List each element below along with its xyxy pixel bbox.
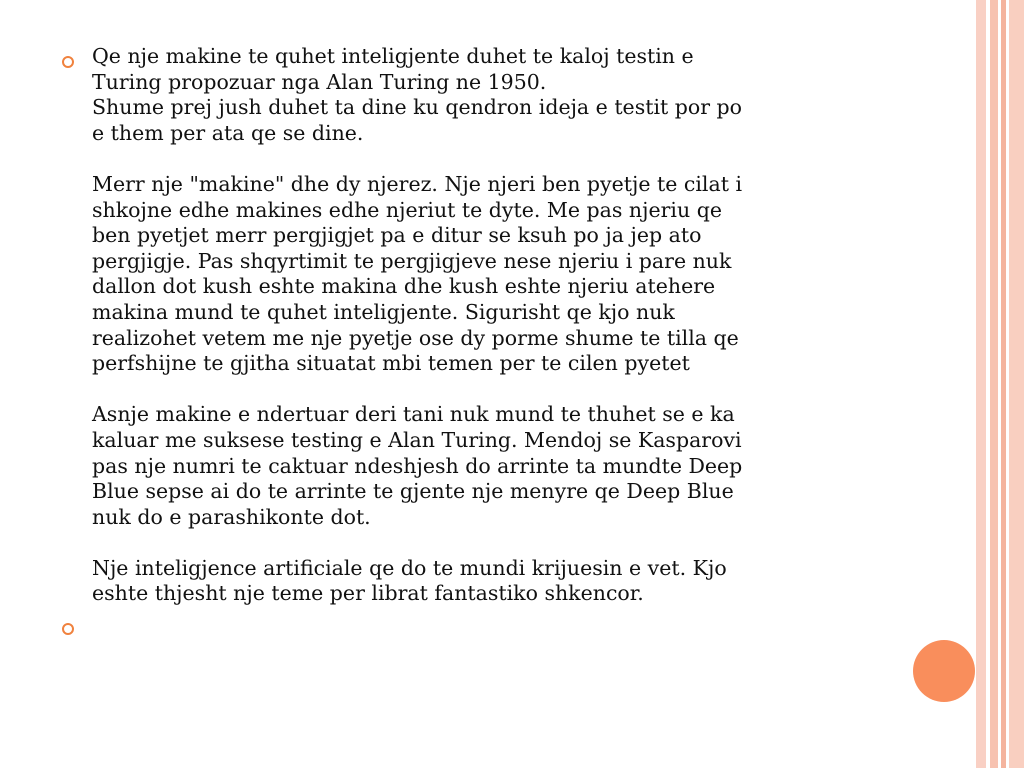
text-line: Nje inteligjence artificiale qe do te mundi krijuesin e vet. Kjo [92,555,727,580]
slide-content [62,44,912,639]
text-line: Merr nje "makine" dhe dy njerez. Nje njeri ben pyetje te cilat i [92,171,743,196]
decorative-stripe [1009,0,1024,768]
bullet-circle-icon [62,56,74,68]
paragraph-gap [92,146,912,172]
text-line: pergjigje. Pas shqyrtimit te pergjigjeve nese njeriu i pare nuk [92,248,732,273]
text-line: makina mund te quhet inteligjente. Sigurisht qe kjo nuk [92,299,675,324]
text-line: Turing propozuar nga Alan Turing ne 1950. [92,69,547,94]
text-line: eshte thjesht nje teme per librat fantastiko shkencor. [92,581,644,606]
text-line: realizohet vetem me nje pyetje ose dy porme shume te tilla qe [92,325,739,350]
text-line: pas nje numri te caktuar ndeshjesh do arrinte ta mundte Deep [92,453,743,478]
text-line: Blue sepse ai do te arrinte te gjente nje menyre qe Deep Blue [92,479,734,504]
bullet-item [62,44,912,607]
text-line: nuk do e parashikonte dot. [92,504,371,529]
paragraph [92,402,912,530]
text-line: Asnje makine e ndertuar deri tani nuk mund te thuhet se e ka [92,402,735,427]
bullet-text [92,44,912,607]
paragraph [92,172,912,377]
text-line: e them per ata qe se dine. [92,120,364,145]
paragraph [92,44,912,146]
text-line: Shume prej jush duhet ta dine ku qendron ideja e testit por po [92,95,743,120]
text-line: dallon dot kush eshte makina dhe kush eshte njeriu atehere [92,274,716,299]
decorative-circle [913,640,975,702]
decorative-stripe [976,0,986,768]
decorative-stripe [990,0,998,768]
paragraph-gap [92,377,912,403]
text-line: kaluar me suksese testing e Alan Turing. Mendoj se Kasparovi [92,427,742,452]
text-line: perfshijne te gjitha situatat mbi temen per te cilen pyetet [92,351,690,376]
text-line: Qe nje makine te quhet inteligjente duhet te kaloj testin e [92,44,694,68]
paragraph-gap [92,530,912,556]
paragraph [92,556,912,607]
bullet-circle-icon [62,623,74,635]
text-line: ben pyetjet merr pergjigjet pa e ditur se ksuh po ja jep ato [92,223,702,248]
bullet-item-empty [62,615,912,639]
text-line: shkojne edhe makines edhe njeriut te dyte. Me pas njeriu qe [92,197,722,222]
